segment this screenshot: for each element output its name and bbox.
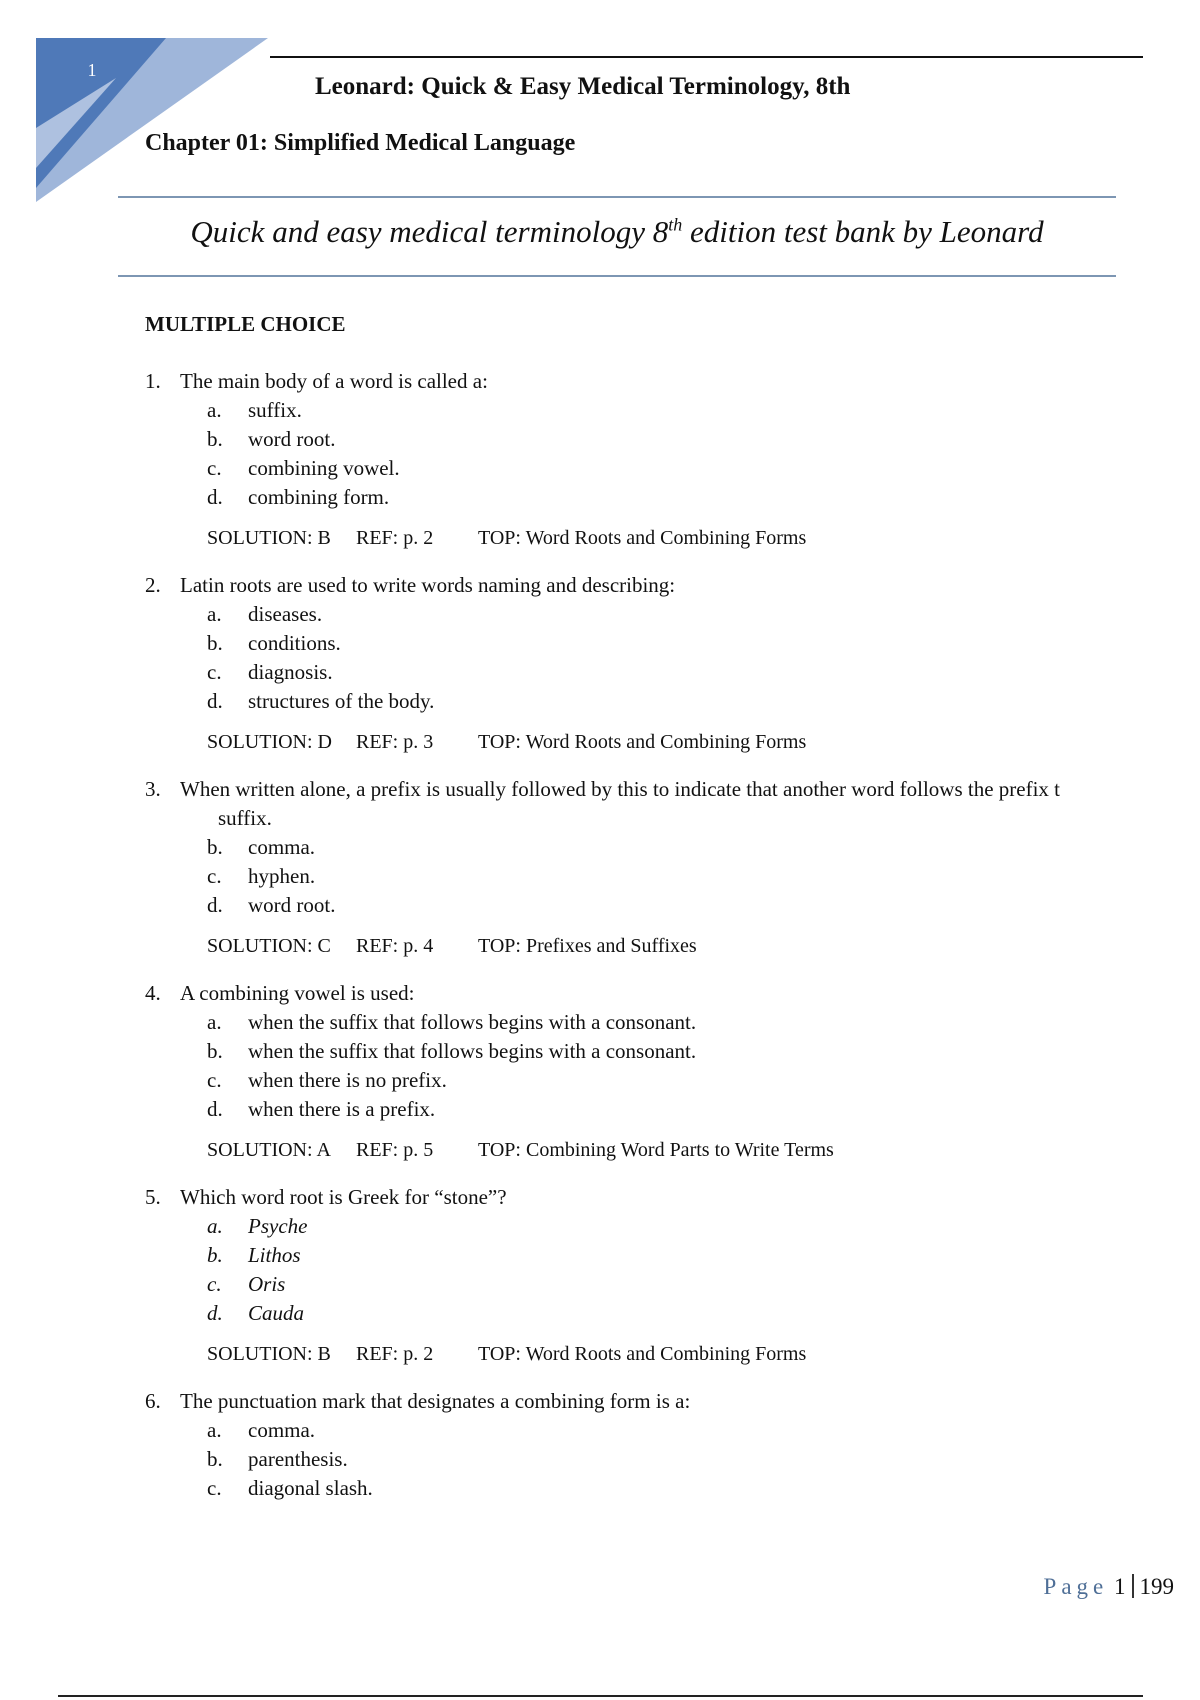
question-2 bbox=[0, 571, 1200, 757]
answer-option bbox=[0, 425, 1200, 454]
option-text: diagnosis. bbox=[248, 660, 333, 684]
option-letter: d. bbox=[207, 893, 223, 917]
question-4 bbox=[0, 979, 1200, 1165]
answer-option bbox=[0, 1416, 1200, 1445]
answer-option bbox=[0, 629, 1200, 658]
option-letter: a. bbox=[207, 398, 222, 422]
option-letter: a. bbox=[207, 1418, 222, 1442]
banner-title-rest: edition test bank by Leonard bbox=[682, 214, 1044, 249]
option-letter: c. bbox=[207, 660, 222, 684]
question-text: The punctuation mark that designates a combining form is a: bbox=[180, 1389, 691, 1413]
option-letter: d. bbox=[207, 1097, 223, 1121]
option-text: comma. bbox=[248, 835, 316, 859]
option-text: word root. bbox=[248, 893, 336, 917]
answer-option bbox=[0, 396, 1200, 425]
option-text: diseases. bbox=[248, 602, 323, 626]
banner-title bbox=[118, 214, 1116, 250]
answer-option bbox=[0, 1066, 1200, 1095]
corner-decoration bbox=[36, 38, 268, 202]
option-letter: c. bbox=[207, 456, 222, 480]
question-text: Latin roots are used to write words naming and describing: bbox=[180, 573, 676, 597]
option-text: Oris bbox=[248, 1272, 286, 1296]
option-text: word root. bbox=[248, 427, 336, 451]
solution-answer: SOLUTION: B bbox=[207, 1343, 331, 1365]
question-text: When written alone, a prefix is usually followed by this to indicate that another word follows the prefix t bbox=[180, 777, 1061, 801]
option-letter: b. bbox=[207, 427, 223, 451]
solution-topic: TOP: Word Roots and Combining Forms bbox=[478, 527, 807, 549]
option-letter: a. bbox=[207, 602, 222, 626]
option-text: structures of the body. bbox=[248, 689, 435, 713]
question-number: 4. bbox=[145, 981, 161, 1005]
chapter-title: Chapter 01: Simplified Medical Language bbox=[145, 130, 576, 156]
answer-option bbox=[0, 658, 1200, 687]
answer-option bbox=[0, 1037, 1200, 1066]
option-letter: b. bbox=[207, 1039, 223, 1063]
option-text: when there is a prefix. bbox=[248, 1097, 436, 1121]
question-number: 5. bbox=[145, 1185, 161, 1209]
banner-title-main: Quick and easy medical terminology 8 bbox=[190, 214, 669, 249]
answer-option bbox=[0, 1270, 1200, 1299]
banner-bottom-rule bbox=[118, 275, 1116, 277]
answer-option bbox=[0, 862, 1200, 891]
section-heading: MULTIPLE CHOICE bbox=[145, 312, 346, 336]
question-number: 2. bbox=[145, 573, 161, 597]
solution-line bbox=[0, 728, 1200, 757]
solution-ref: REF: p. 2 bbox=[356, 527, 434, 549]
banner-top-rule bbox=[118, 196, 1116, 198]
solution-ref: REF: p. 2 bbox=[356, 1343, 434, 1365]
answer-option bbox=[0, 1445, 1200, 1474]
question-5 bbox=[0, 1183, 1200, 1369]
solution-topic: TOP: Prefixes and Suffixes bbox=[478, 935, 697, 957]
option-text: parenthesis. bbox=[248, 1447, 348, 1471]
solution-ref: REF: p. 5 bbox=[356, 1139, 434, 1161]
question-text: Which word root is Greek for “stone”? bbox=[180, 1185, 507, 1209]
banner-title-superscript: th bbox=[668, 214, 683, 235]
option-text: conditions. bbox=[248, 631, 341, 655]
option-letter: c. bbox=[207, 1272, 222, 1296]
option-text: Psyche bbox=[248, 1214, 308, 1238]
answer-option bbox=[0, 687, 1200, 716]
option-letter: b. bbox=[207, 1243, 223, 1267]
footer-page-label: Page bbox=[1043, 1574, 1109, 1599]
solution-line bbox=[0, 524, 1200, 553]
option-letter: c. bbox=[207, 864, 222, 888]
option-letter: b. bbox=[207, 1447, 223, 1471]
option-text: combining vowel. bbox=[248, 456, 400, 480]
option-letter: d. bbox=[207, 485, 223, 509]
answer-option bbox=[0, 1095, 1200, 1124]
book-title: Leonard: Quick & Easy Medical Terminology, 8th bbox=[315, 73, 851, 100]
option-letter: a. bbox=[207, 1214, 223, 1238]
option-letter: d. bbox=[207, 689, 223, 713]
question-text: A combining vowel is used: bbox=[180, 981, 415, 1005]
footer-current-page: 1 bbox=[1114, 1574, 1126, 1599]
question-3 bbox=[0, 775, 1200, 961]
answer-option bbox=[0, 454, 1200, 483]
question-list bbox=[0, 367, 1200, 1521]
solution-answer: SOLUTION: A bbox=[207, 1139, 331, 1161]
option-letter: b. bbox=[207, 631, 223, 655]
option-text: Cauda bbox=[248, 1301, 305, 1325]
answer-option bbox=[0, 1474, 1200, 1503]
option-text: comma. bbox=[248, 1418, 316, 1442]
option-text: diagonal slash. bbox=[248, 1476, 373, 1500]
answer-option bbox=[0, 1299, 1200, 1328]
option-text: when the suffix that follows begins with a consonant. bbox=[248, 1039, 697, 1063]
answer-option bbox=[0, 1241, 1200, 1270]
solution-line bbox=[0, 1136, 1200, 1165]
footer-rule bbox=[58, 1695, 1143, 1697]
answer-option bbox=[0, 483, 1200, 512]
solution-line bbox=[0, 932, 1200, 961]
corner-page-number: 1 bbox=[87, 60, 97, 80]
option-letter: c. bbox=[207, 1476, 222, 1500]
option-text: Lithos bbox=[248, 1243, 301, 1267]
answer-option bbox=[0, 833, 1200, 862]
answer-option bbox=[0, 1212, 1200, 1241]
answer-option bbox=[0, 1008, 1200, 1037]
solution-ref: REF: p. 3 bbox=[356, 731, 434, 753]
continuation-text: suffix. bbox=[218, 806, 272, 830]
option-text: when the suffix that follows begins with a consonant. bbox=[248, 1010, 697, 1034]
option-text: when there is no prefix. bbox=[248, 1068, 447, 1092]
footer-divider bbox=[1132, 1574, 1134, 1598]
solution-line bbox=[0, 1340, 1200, 1369]
footer-total-pages: 199 bbox=[1139, 1574, 1174, 1599]
answer-option bbox=[0, 891, 1200, 920]
answer-option bbox=[0, 600, 1200, 629]
solution-answer: SOLUTION: C bbox=[207, 935, 331, 957]
solution-topic: TOP: Word Roots and Combining Forms bbox=[478, 731, 807, 753]
option-text: combining form. bbox=[248, 485, 390, 509]
solution-answer: SOLUTION: B bbox=[207, 527, 331, 549]
question-continuation bbox=[0, 804, 1200, 833]
option-letter: a. bbox=[207, 1010, 222, 1034]
question-number: 6. bbox=[145, 1389, 161, 1413]
option-letter: d. bbox=[207, 1301, 223, 1325]
solution-answer: SOLUTION: D bbox=[207, 731, 332, 753]
header-rule bbox=[270, 56, 1143, 58]
option-text: suffix. bbox=[248, 398, 302, 422]
question-1 bbox=[0, 367, 1200, 553]
solution-topic: TOP: Word Roots and Combining Forms bbox=[478, 1343, 807, 1365]
solution-topic: TOP: Combining Word Parts to Write Terms bbox=[478, 1139, 834, 1161]
option-letter: b. bbox=[207, 835, 223, 859]
option-text: hyphen. bbox=[248, 864, 316, 888]
question-6 bbox=[0, 1387, 1200, 1503]
solution-ref: REF: p. 4 bbox=[356, 935, 434, 957]
question-text: The main body of a word is called a: bbox=[180, 369, 488, 393]
question-number: 1. bbox=[145, 369, 161, 393]
question-number: 3. bbox=[145, 777, 161, 801]
page-footer bbox=[1044, 1574, 1174, 1600]
option-letter: c. bbox=[207, 1068, 222, 1092]
